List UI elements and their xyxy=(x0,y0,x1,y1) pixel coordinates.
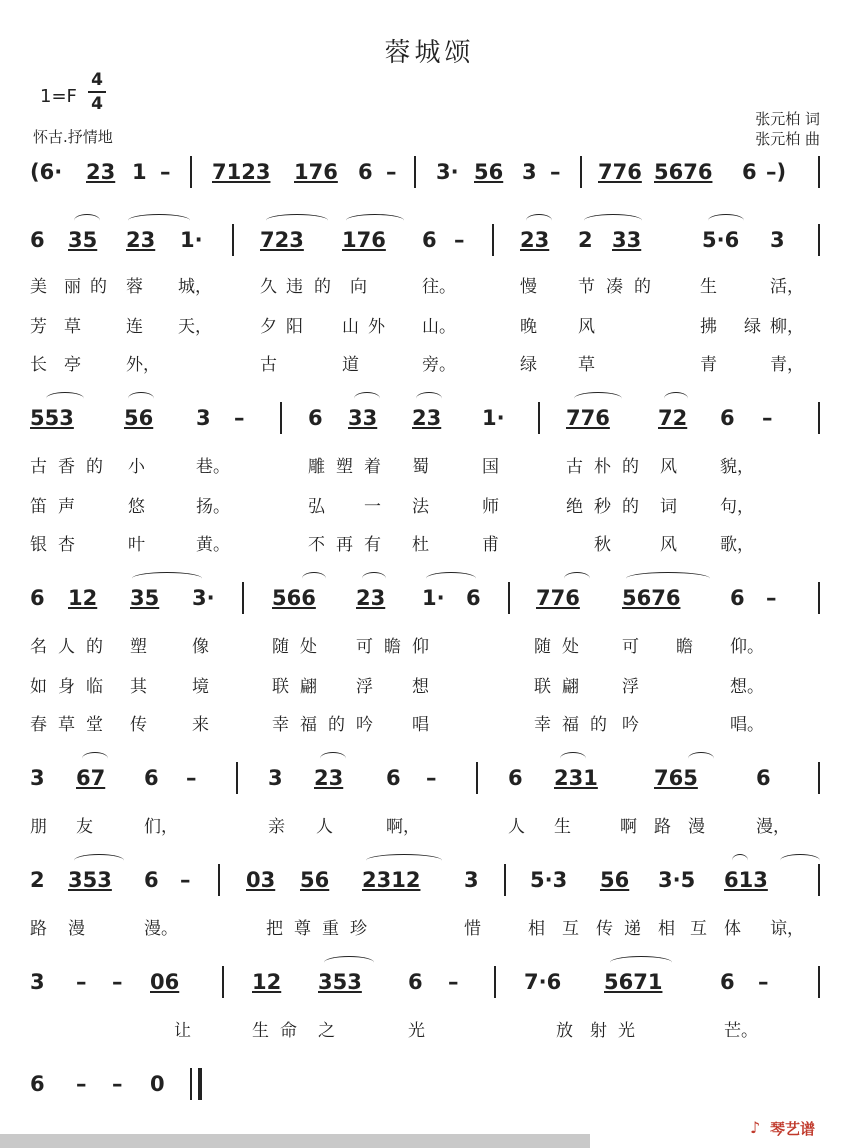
note: 5·6 xyxy=(702,228,740,252)
note: 3 xyxy=(522,160,537,184)
key-signature: 1=F xyxy=(40,86,77,107)
note: 776 xyxy=(566,406,610,430)
note: 6 xyxy=(720,970,735,994)
slur xyxy=(74,214,100,227)
lyric-row-5: 朋 友 们， 亲 人 啊， 人 生 啊 路 漫 漫， xyxy=(30,817,790,837)
note: 6 xyxy=(756,766,771,790)
note: 56 xyxy=(300,868,330,892)
lyricist: 张元柏 词 xyxy=(755,110,820,128)
note: – xyxy=(186,766,197,790)
slur xyxy=(128,214,190,227)
note: 56 xyxy=(600,868,630,892)
note: –) xyxy=(766,160,787,184)
note: 56 xyxy=(124,406,154,430)
note: – xyxy=(762,406,773,430)
score-row-1 xyxy=(28,152,828,192)
score-row-3 xyxy=(28,398,828,438)
note: – xyxy=(758,970,769,994)
note: 353 xyxy=(68,868,112,892)
time-bottom: 4 xyxy=(91,94,103,114)
lyric-row-7: 让 生 命 之 光 放 射 光 芒。 xyxy=(174,1021,758,1041)
slur xyxy=(128,392,154,405)
note: 2 xyxy=(30,868,45,892)
slur xyxy=(346,214,404,227)
note: – xyxy=(112,970,123,994)
slur xyxy=(626,572,710,585)
note: 553 xyxy=(30,406,74,430)
note: 1· xyxy=(482,406,505,430)
note: 12 xyxy=(252,970,282,994)
note: – xyxy=(234,406,245,430)
note: 23 xyxy=(126,228,156,252)
note: (6· xyxy=(30,160,63,184)
final-barline xyxy=(190,1068,202,1100)
slur xyxy=(560,752,586,765)
barline xyxy=(242,582,244,614)
barline xyxy=(538,402,540,434)
note: 6 xyxy=(30,1072,45,1096)
slur xyxy=(320,752,346,765)
barline xyxy=(222,966,224,998)
barline xyxy=(818,582,820,614)
barline xyxy=(508,582,510,614)
slur xyxy=(688,752,714,765)
note: 23 xyxy=(356,586,386,610)
note: 6 xyxy=(730,586,745,610)
note: 23 xyxy=(412,406,442,430)
note: 35 xyxy=(68,228,98,252)
note: 6 xyxy=(144,766,159,790)
barline xyxy=(818,156,820,188)
note: – xyxy=(448,970,459,994)
slur xyxy=(780,854,820,867)
note: – xyxy=(386,160,397,184)
note: 3· xyxy=(436,160,459,184)
barline xyxy=(818,402,820,434)
barline xyxy=(414,156,416,188)
slur xyxy=(664,392,688,405)
time-top: 4 xyxy=(91,70,103,90)
note: 23 xyxy=(314,766,344,790)
slur xyxy=(584,214,642,227)
note: 723 xyxy=(260,228,304,252)
slur xyxy=(324,956,374,969)
note: – xyxy=(180,868,191,892)
tempo-mood: 怀古.抒情地 xyxy=(33,128,113,146)
brand-logo: 琴艺谱 xyxy=(770,1120,816,1138)
note: 613 xyxy=(724,868,768,892)
lyric-row-3-v1: 古 香 的 小 巷。 雕 塑 着 蜀 国 古 朴 的 风 貌， xyxy=(30,457,754,477)
note: 6 xyxy=(408,970,423,994)
lyric-row-6: 路 漫 漫。 把 尊 重 珍 惜 相 互 传 递 相 互 体 谅， xyxy=(30,919,804,939)
note: 67 xyxy=(76,766,106,790)
note: 1 xyxy=(132,160,147,184)
note: – xyxy=(112,1072,123,1096)
slur xyxy=(354,392,380,405)
barline xyxy=(190,156,192,188)
slur xyxy=(426,572,476,585)
lyric-row-4-v3: 春 草 堂 传 来 幸 福 的 吟 唱 幸 福 的 吟 唱。 xyxy=(30,715,764,735)
barline xyxy=(232,224,234,256)
note: 6 xyxy=(308,406,323,430)
note: 5671 xyxy=(604,970,663,994)
barline xyxy=(492,224,494,256)
note: 06 xyxy=(150,970,180,994)
slur xyxy=(266,214,328,227)
note: 3 xyxy=(770,228,785,252)
note: 3 xyxy=(196,406,211,430)
barline xyxy=(818,224,820,256)
lyric-row-2-v1: 美 丽 的 蓉 城， 久 违 的 向 往。 慢 节 凑 的 生 活， xyxy=(30,277,804,297)
barline xyxy=(818,864,820,896)
slur xyxy=(574,392,622,405)
note: – xyxy=(550,160,561,184)
barline xyxy=(280,402,282,434)
note: 6 xyxy=(720,406,735,430)
note: 03 xyxy=(246,868,276,892)
note: 6 xyxy=(742,160,757,184)
note: 6 xyxy=(508,766,523,790)
note: 7·6 xyxy=(524,970,562,994)
time-signature xyxy=(88,70,106,114)
note: 6 xyxy=(358,160,373,184)
lyric-row-4-v2: 如 身 临 其 境 联 翩 浮 想 联 翩 浮 想。 xyxy=(30,677,764,697)
barline xyxy=(818,966,820,998)
slur xyxy=(416,392,442,405)
note: – xyxy=(426,766,437,790)
score-row-5 xyxy=(28,758,828,798)
note: 7123 xyxy=(212,160,271,184)
note: 33 xyxy=(348,406,378,430)
note: 72 xyxy=(658,406,688,430)
note: 353 xyxy=(318,970,362,994)
lyric-row-3-v2: 笛 声 悠 扬。 弘 一 法 师 绝 秒 的 词 句， xyxy=(30,497,754,517)
note: 2 xyxy=(578,228,593,252)
note: 5676 xyxy=(654,160,713,184)
note: 0 xyxy=(150,1072,165,1096)
barline xyxy=(504,864,506,896)
note: – xyxy=(160,160,171,184)
note: 3·5 xyxy=(658,868,696,892)
note: 566 xyxy=(272,586,316,610)
lyric-row-2-v3: 长 亭 外， 古 道 旁。 绿 草 青 青， xyxy=(30,355,804,375)
note: 23 xyxy=(86,160,116,184)
slur xyxy=(564,572,590,585)
composer: 张元柏 曲 xyxy=(755,130,820,148)
score-row-6 xyxy=(28,860,828,900)
note: 765 xyxy=(654,766,698,790)
barline xyxy=(818,762,820,794)
score-row-2 xyxy=(28,220,828,260)
note: – xyxy=(766,586,777,610)
note: – xyxy=(454,228,465,252)
barline xyxy=(218,864,220,896)
barline xyxy=(236,762,238,794)
note: 176 xyxy=(342,228,386,252)
note: 176 xyxy=(294,160,338,184)
barline xyxy=(580,156,582,188)
note: 35 xyxy=(130,586,160,610)
note: 6 xyxy=(144,868,159,892)
note: 56 xyxy=(474,160,504,184)
score-row-7 xyxy=(28,962,828,1002)
slur xyxy=(708,214,744,227)
score-row-8 xyxy=(28,1064,828,1104)
lyric-row-2-v2: 芳 草 连 天， 夕 阳 山 外 山。 晚 风 拂 绿 柳， xyxy=(30,317,804,337)
note: 23 xyxy=(520,228,550,252)
note: – xyxy=(76,970,87,994)
barline xyxy=(494,966,496,998)
slur xyxy=(132,572,202,585)
note: 776 xyxy=(536,586,580,610)
lyric-row-3-v3: 银 杏 叶 黄。 不 再 有 杜 甫 秋 风 歌， xyxy=(30,535,754,555)
slur xyxy=(74,854,124,867)
song-title: 蓉城颂 xyxy=(384,38,475,68)
note: 231 xyxy=(554,766,598,790)
note: 3 xyxy=(268,766,283,790)
note: 2312 xyxy=(362,868,421,892)
note: 6 xyxy=(386,766,401,790)
note: 12 xyxy=(68,586,98,610)
note: 3 xyxy=(464,868,479,892)
slur xyxy=(366,854,442,867)
note: 1· xyxy=(422,586,445,610)
slur xyxy=(302,572,326,585)
lyric-row-4-v1: 名 人 的 塑 像 随 处 可 瞻 仰 随 处 可 瞻 仰。 xyxy=(30,637,764,657)
slur xyxy=(526,214,552,227)
note: 5676 xyxy=(622,586,681,610)
note: 3 xyxy=(30,766,45,790)
slur xyxy=(610,956,672,969)
note: 6 xyxy=(466,586,481,610)
note: 776 xyxy=(598,160,642,184)
slur xyxy=(732,854,748,867)
note: 3· xyxy=(192,586,215,610)
score-row-4 xyxy=(28,578,828,618)
note: – xyxy=(76,1072,87,1096)
note: 6 xyxy=(30,586,45,610)
slur xyxy=(82,752,108,765)
note: 6 xyxy=(30,228,45,252)
slur xyxy=(362,572,386,585)
note: 1· xyxy=(180,228,203,252)
brand-logo-icon: ♪ xyxy=(750,1118,761,1137)
barline xyxy=(476,762,478,794)
footer-bar xyxy=(0,1134,590,1148)
slur xyxy=(46,392,84,405)
note: 5·3 xyxy=(530,868,568,892)
note: 6 xyxy=(422,228,437,252)
note: 33 xyxy=(612,228,642,252)
note: 3 xyxy=(30,970,45,994)
